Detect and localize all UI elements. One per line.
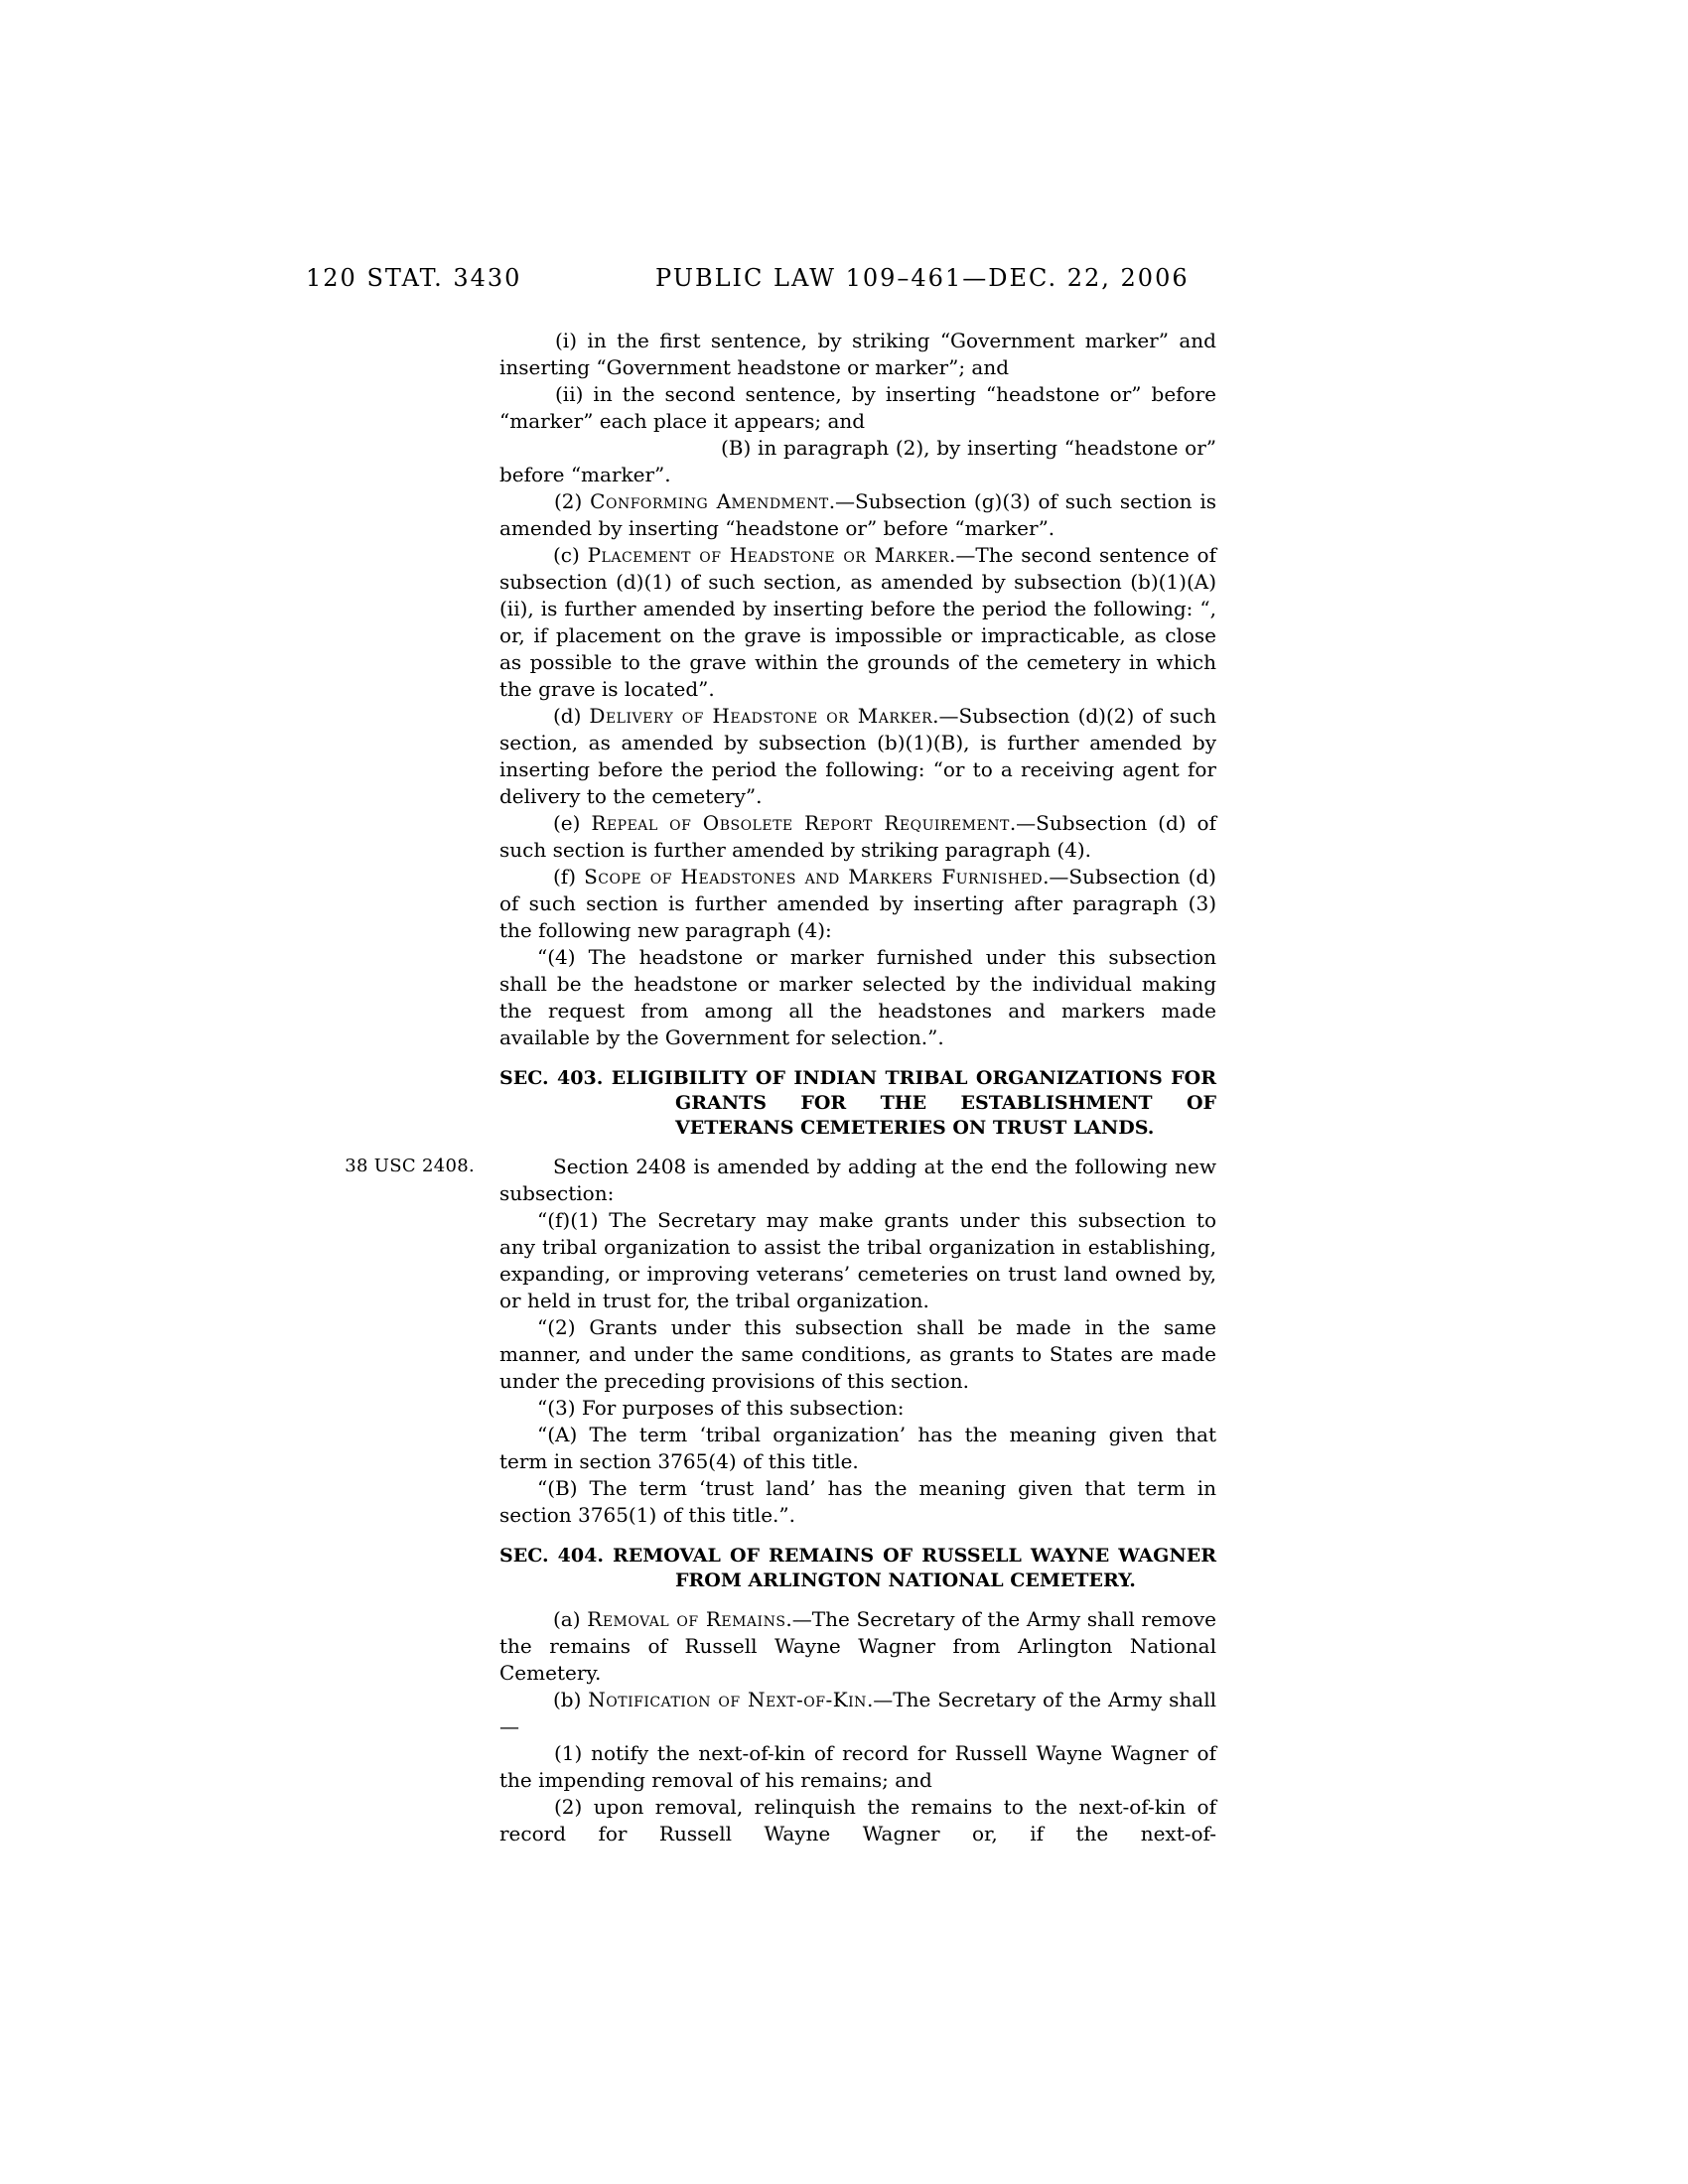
statute-paragraph (499, 435, 1216, 488)
running-header (0, 264, 1688, 298)
text-run: .—Subsection (g)(3) of such section is amended by inserting “headstone or” before “marker”. (499, 489, 1216, 540)
statute-paragraph (345, 1154, 1216, 1207)
small-caps-label: Scope of Headstones and Markers Furnished (584, 865, 1044, 888)
statute-paragraph (499, 1740, 1216, 1794)
small-caps-label: Placement of Headstone or Marker (587, 543, 950, 567)
text-run: “(A) The term ‘tribal organization’ has the meaning given that term in section 3765(4) of this title. (499, 1423, 1216, 1473)
statute-paragraph (499, 1207, 1216, 1314)
statute-paragraph (499, 328, 1216, 381)
small-caps-label: Repeal of Obsolete Report Requirement (591, 811, 1010, 835)
statute-paragraph (499, 864, 1216, 944)
text-run: Section 2408 is amended by adding at the end the following new subsection: (499, 1155, 1216, 1205)
statute-paragraph (499, 1314, 1216, 1395)
stat-page-number: 120 STAT. 3430 (306, 264, 522, 292)
text-run: (f) (553, 865, 585, 888)
small-caps-label: Delivery of Headstone or Marker (589, 704, 933, 728)
text-run: (B) in paragraph (2), by inserting “headstone or” before “marker”. (499, 436, 1216, 486)
text-run: “(3) For purposes of this subsection: (537, 1396, 905, 1420)
text-run: (ii) in the second sentence, by inserting “headstone or” before “marker” each place it appears; and (499, 382, 1216, 433)
public-law-header: PUBLIC LAW 109–461—DEC. 22, 2006 (655, 264, 1190, 292)
small-caps-label: Removal of Remains (587, 1607, 786, 1631)
statute-paragraph (499, 381, 1216, 435)
text-run: .—The Secretary of the Army shall— (499, 1688, 1217, 1738)
section-404-heading (499, 1544, 1216, 1593)
statute-paragraph (499, 1606, 1216, 1687)
text-run: (d) (553, 704, 590, 728)
text-run: SEC. 404. REMOVAL OF REMAINS OF RUSSELL WAYNE WAGNER FROM ARLINGTON NATIONAL CEMETERY. (499, 1545, 1216, 1591)
text-run: (b) (553, 1688, 589, 1711)
statute-paragraph (499, 1794, 1216, 1847)
text-run: “(4) The headstone or marker furnished under this subsection shall be the headstone or marker selected by the individual making the request from among all the headstones and markers made available by the Government for selection.”. (499, 945, 1216, 1049)
statute-paragraph (499, 542, 1216, 703)
text-run: (2) (554, 489, 591, 513)
statute-paragraph (499, 944, 1216, 1051)
text-run: “(f)(1) The Secretary may make grants under this subsection to any tribal organization to assist the tribal organization in establishing, expanding, or improving veterans’ cemeteries on trust land owned by, or held in trust for, the tribal organization. (499, 1208, 1216, 1312)
statute-paragraph (499, 1687, 1216, 1740)
text-run: “(2) Grants under this subsection shall be made in the same manner, and under the same conditions, as grants to States are made under the preceding provisions of this section. (499, 1315, 1216, 1393)
text-run: .—The Secretary of the Army shall remove the remains of Russell Wayne Wagner from Arlington National Cemetery. (499, 1607, 1216, 1685)
text-run: “(B) The term ‘trust land’ has the meaning given that term in section 3765(1) of this title.”. (499, 1476, 1216, 1527)
small-caps-label: Notification of Next-of-Kin (588, 1688, 867, 1711)
text-run: (c) (553, 543, 588, 567)
text-run: .—Subsection (d) of such section is further amended by inserting after paragraph (3) the following new paragraph (4): (499, 865, 1216, 942)
text-run: (a) (553, 1607, 588, 1631)
text-run: (e) (553, 811, 592, 835)
statute-body (345, 328, 1217, 1847)
text-run: (i) in the first sentence, by striking “Government marker” and inserting “Government headstone or marker”; and (499, 329, 1216, 379)
text-run: SEC. 403. ELIGIBILITY OF INDIAN TRIBAL ORGANIZATIONS FOR GRANTS FOR THE ESTABLISHMENT OF VETERANS CEMETERIES ON TRUST LANDS. (499, 1067, 1216, 1139)
statute-paragraph (499, 488, 1216, 542)
us-code-margin-note: 38 USC 2408. (345, 1156, 475, 1176)
statute-paragraph (499, 1422, 1216, 1475)
section-403-heading (499, 1066, 1216, 1141)
text-run: .—Subsection (d) of such section is further amended by striking paragraph (4). (499, 811, 1216, 862)
statute-paragraph (499, 703, 1216, 810)
text-run: (2) upon removal, relinquish the remains to the next-of-kin of record for Russell Wayne Wagner or, if the next-of- (499, 1795, 1216, 1845)
text-run: (1) notify the next-of-kin of record for Russell Wayne Wagner of the impending removal of his remains; and (499, 1741, 1216, 1792)
text-run: .—Subsection (d)(2) of such section, as amended by subsection (b)(1)(B), is further amended by inserting before the period the following: “or to a receiving agent for delivery to the cemetery”. (499, 704, 1216, 808)
statute-paragraph (499, 1395, 1216, 1422)
statute-paragraph (499, 810, 1216, 864)
statute-paragraph (499, 1475, 1216, 1529)
text-run: .—The second sentence of subsection (d)(1) of such section, as amended by subsection (b)(1)(A)(ii), is further amended by inserting before the period the following: “, or, if placement on the grave is impossible or impracticable, as close as possible to the grave within the grounds of the cemetery in which the grave is located”. (499, 543, 1216, 701)
small-caps-label: Conforming Amendment (590, 489, 829, 513)
